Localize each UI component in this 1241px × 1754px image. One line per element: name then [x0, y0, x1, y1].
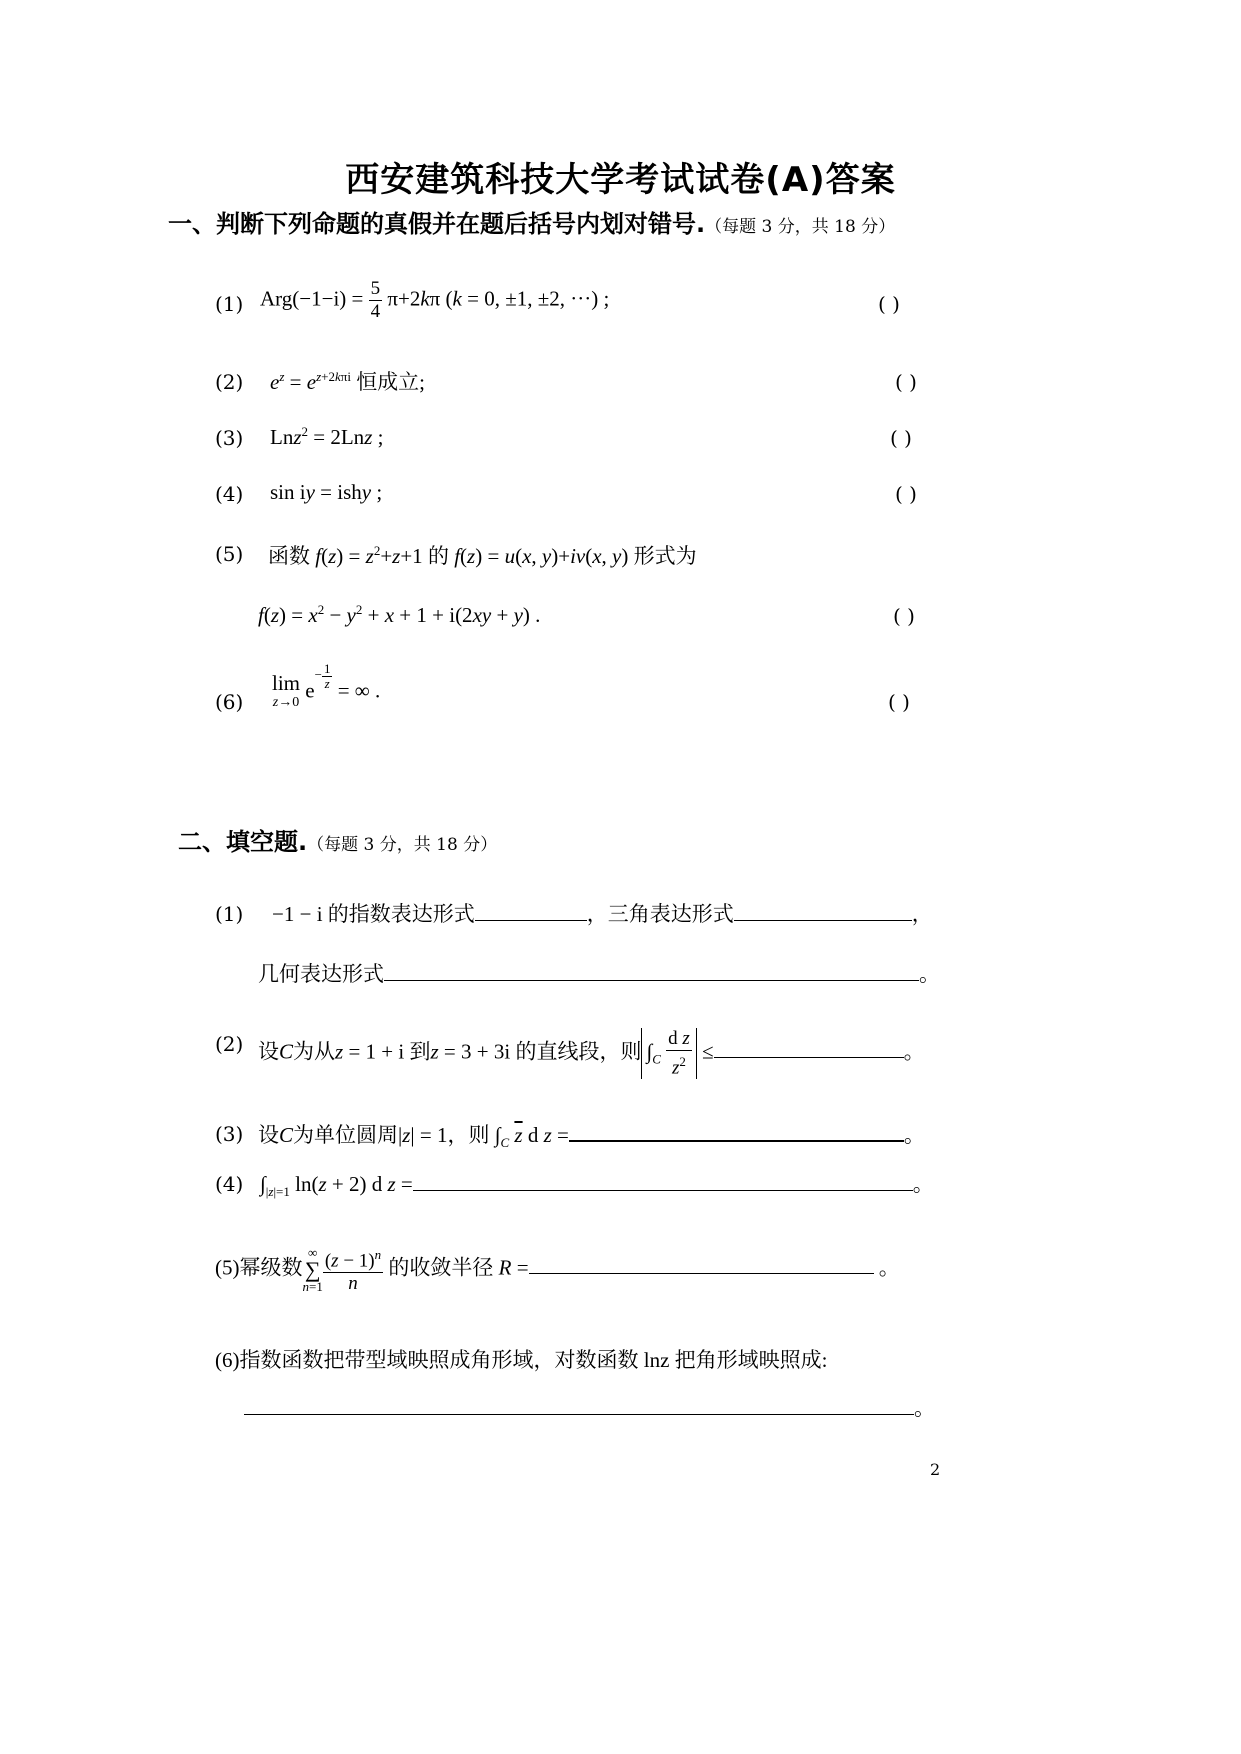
page-number: 2 [930, 1460, 941, 1479]
s1-item4-answer-paren[interactable]: ( ) [895, 482, 917, 506]
s1-item5-formula-line2: $f(z) = x^2 - y^2 + x + 1 + i(2xy + y)$ . [258, 602, 541, 627]
s1-item2-formula: $e^z = e^{z+2k\pi i}$ 恒成立; [270, 369, 426, 394]
s2-item1-blank1[interactable] [475, 898, 587, 921]
s2-item4-text: $\int_{|z|=1}$ ln(z + 2) d z = 。 [260, 1168, 934, 1200]
section1-note: （每题 3 分，共 18 分） [705, 217, 896, 237]
s2-item5-b: 的收敛半径 [388, 1255, 494, 1280]
s2-item4-period: 。 [912, 1172, 934, 1196]
s1-item1-number: (1) [215, 292, 244, 316]
s2-item2-number: (2) [215, 1032, 244, 1056]
s1-item4-formula: sin iy = ishy ; [270, 480, 383, 504]
s2-item2-b: 为从 [293, 1039, 336, 1064]
s2-item3-number: (3) [215, 1122, 244, 1146]
s2-item5-number: (5) [215, 1255, 240, 1280]
s2-item2-c: 到 [409, 1039, 431, 1064]
s1-item6-number: (6) [215, 690, 244, 714]
s1-item1-answer-paren[interactable]: ( ) [878, 292, 900, 316]
s1-item6-formula: lim z→0 $e^{- \frac{1}{z}}$ = ∞ . [272, 661, 381, 710]
s2-item1-blank3[interactable] [384, 958, 919, 981]
page-title: 西安建筑科技大学考试试卷(A)答案 [345, 160, 896, 200]
s1-item3-formula: Lnz$^2$ = 2Lnz ; [270, 424, 384, 449]
s2-item1-period: 。 [919, 962, 940, 986]
s1-item3-number: (3) [215, 426, 244, 450]
s2-item3-a: 设 [258, 1123, 279, 1147]
s2-item6-number: (6) [215, 1348, 240, 1372]
s2-item6-blank[interactable] [244, 1392, 914, 1415]
s2-item5-text: (5)幂级数 ∞ ∑ n=1 $\frac{(z - 1)^n}{n}$ 的收敛半径 R = 。 [215, 1244, 900, 1295]
s1-item6-answer-paren[interactable]: ( ) [888, 690, 910, 714]
s2-item4-blank[interactable] [413, 1168, 913, 1191]
section1-heading [168, 204, 895, 239]
s1-item5-number: (5) [215, 542, 244, 566]
s2-item2-a: 设 [258, 1039, 279, 1064]
s2-item2-blank[interactable] [714, 1035, 904, 1058]
s1-item4-number: (4) [215, 482, 244, 506]
s2-item2-text: 设C为从z = 1 + i 到z = 3 + 3i 的直线段，则 $\int_C$ $\frac{\text{d z}}{z^2}$ ≤ 。 [258, 1028, 925, 1079]
s2-item3-text: 设C为单位圆周|z| = 1，则 $\int_C$ $\overline{z}$ d z = 。 [258, 1118, 925, 1151]
s2-item2-d: 的直线段，则 [515, 1039, 642, 1064]
s1-item3-answer-paren[interactable]: ( ) [890, 426, 912, 450]
section1-heading-text: 一、判断下列命题的真假并在题后括号内划对错号. [168, 210, 706, 238]
s1-item5-formula: 函数 $f(z) = z^2+z+1$ 的 f(z) = u(x, y)+iv(x, y) 形式为 [268, 543, 697, 568]
s2-item1-line2 [258, 958, 940, 988]
s1-item5-end: 形式为 [633, 544, 697, 568]
s2-item5-period: 。 [878, 1255, 900, 1280]
s2-item3-c: ，则 [447, 1123, 490, 1147]
s2-item5-blank[interactable] [529, 1251, 874, 1274]
section2-note: （每题 3 分，共 18 分） [307, 835, 498, 855]
section2-heading-text: 二、填空题. [178, 828, 308, 856]
s2-item2-period: 。 [903, 1039, 925, 1064]
s1-item2-text: 恒成立; [356, 370, 426, 394]
s2-item3-b: 为单位圆周 [293, 1123, 399, 1147]
s1-item2-number: (2) [215, 370, 244, 394]
s1-item5-answer-paren[interactable]: ( ) [893, 604, 915, 628]
s2-item3-period: 。 [903, 1123, 925, 1147]
s2-item6-line2 [244, 1392, 935, 1422]
s2-item4-number: (4) [215, 1172, 244, 1196]
s1-item5-text: 函数 [268, 544, 310, 568]
s1-item5-mid: 的 [427, 544, 449, 568]
s2-item5-a: 幂级数 [239, 1255, 303, 1280]
s2-item6-text [215, 1344, 828, 1374]
s2-item1-a: i 的指数表达形式 [316, 902, 475, 926]
s2-item1-c: 几何表达形式 [258, 962, 384, 986]
section2-heading [178, 822, 497, 857]
s2-item6-period: 。 [914, 1396, 935, 1420]
s1-item2-answer-paren[interactable]: ( ) [895, 370, 917, 394]
s2-item1-b: ，三角表达形式 [586, 902, 734, 926]
s2-item1-text: −1 − i 的指数表达形式 ，三角表达形式 ， [272, 898, 933, 928]
s2-item1-number: (1) [215, 902, 244, 926]
s2-item6-body: 指数函数把带型域映照成角形域，对数函数 lnz 把角形域映照成: [239, 1348, 828, 1372]
s1-item1-formula: Arg(−1−i) = $\frac{5}{4}$ π+2kπ (k = 0, ±1, ±2, ···) ; [260, 278, 610, 322]
s2-item1-blank2[interactable] [734, 898, 912, 921]
s2-item3-blank[interactable] [569, 1118, 904, 1142]
